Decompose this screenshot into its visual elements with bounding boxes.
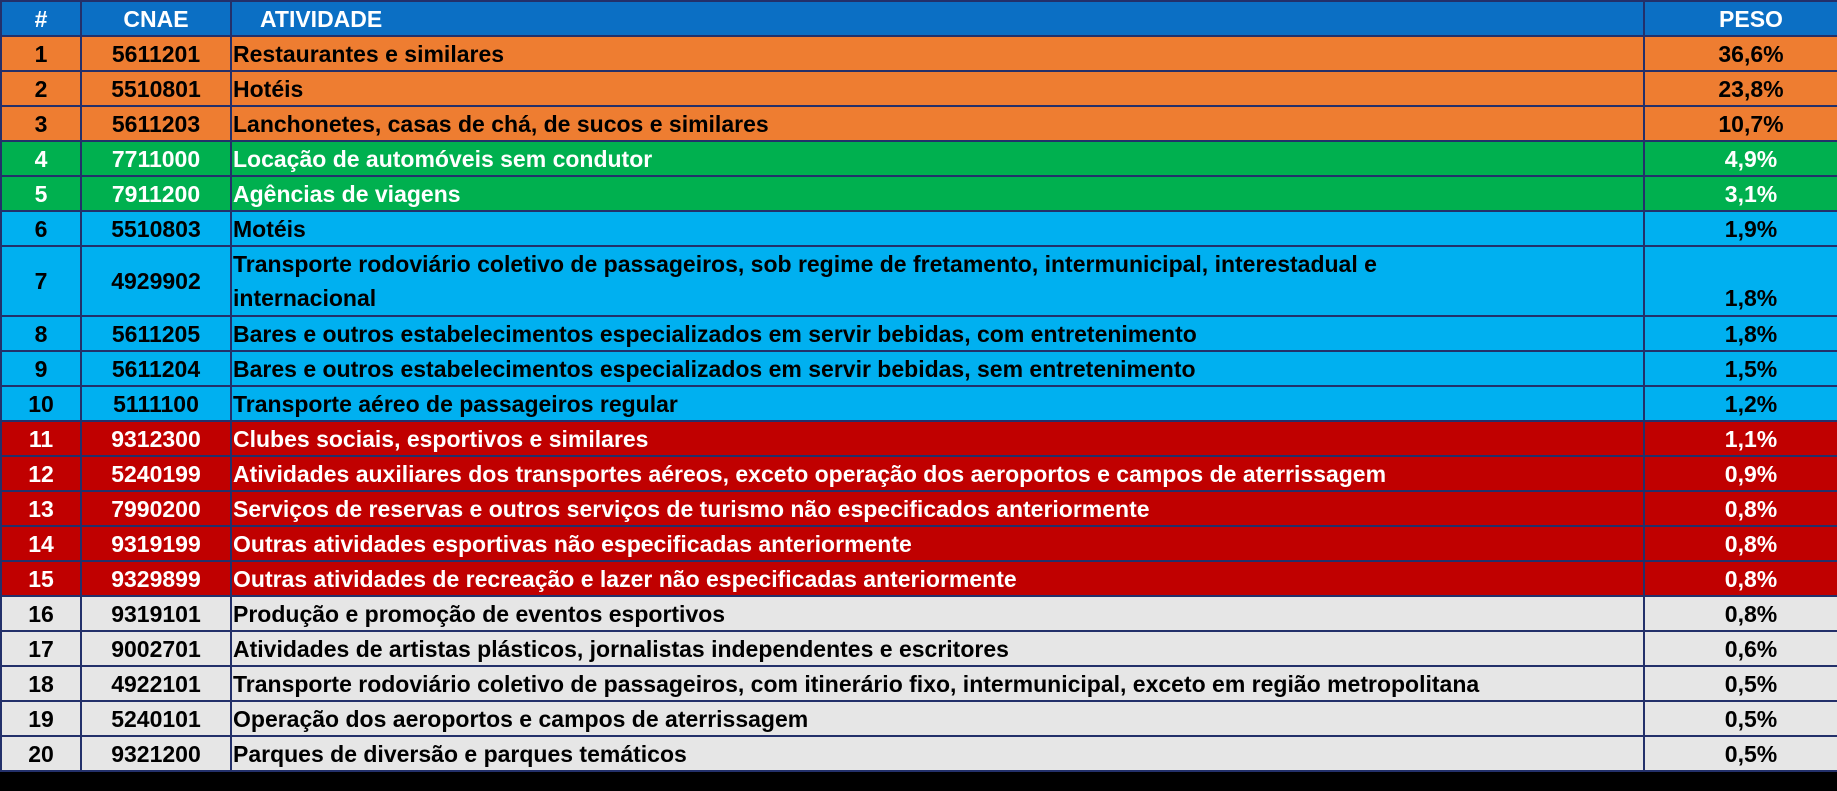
row-number: 16 <box>1 596 81 631</box>
header-peso: PESO <box>1644 1 1837 36</box>
row-peso: 0,9% <box>1644 456 1837 491</box>
row-cnae-code: 5111100 <box>81 386 231 421</box>
table-row <box>1 36 1837 71</box>
table-row <box>1 246 1837 316</box>
row-number: 8 <box>1 316 81 351</box>
row-peso: 1,2% <box>1644 386 1837 421</box>
row-atividade: Serviços de reservas e outros serviços de turismo não especificados anteriormente <box>231 491 1644 526</box>
header-num: # <box>1 1 81 36</box>
row-atividade: Lanchonetes, casas de chá, de sucos e similares <box>231 106 1644 141</box>
row-cnae-code: 9319101 <box>81 596 231 631</box>
row-peso: 36,6% <box>1644 36 1837 71</box>
row-cnae-code: 5611203 <box>81 106 231 141</box>
row-cnae-code: 9002701 <box>81 631 231 666</box>
table-row <box>1 561 1837 596</box>
table-row <box>1 316 1837 351</box>
row-cnae-code: 5510801 <box>81 71 231 106</box>
row-cnae-code: 5240101 <box>81 701 231 736</box>
row-cnae-code: 9319199 <box>81 526 231 561</box>
table-row <box>1 386 1837 421</box>
row-number: 5 <box>1 176 81 211</box>
table-row <box>1 176 1837 211</box>
row-number: 3 <box>1 106 81 141</box>
row-peso: 0,8% <box>1644 491 1837 526</box>
row-cnae-code: 9321200 <box>81 736 231 771</box>
row-atividade: Parques de diversão e parques temáticos <box>231 736 1644 771</box>
row-number: 6 <box>1 211 81 246</box>
row-peso: 1,9% <box>1644 211 1837 246</box>
row-cnae-code: 7990200 <box>81 491 231 526</box>
row-number: 2 <box>1 71 81 106</box>
row-peso: 0,6% <box>1644 631 1837 666</box>
row-peso: 10,7% <box>1644 106 1837 141</box>
table-row <box>1 351 1837 386</box>
table-row <box>1 666 1837 701</box>
row-number: 14 <box>1 526 81 561</box>
row-cnae-code: 5611204 <box>81 351 231 386</box>
row-atividade: Atividades auxiliares dos transportes aéreos, exceto operação dos aeroportos e campos de aterrissagem <box>231 456 1644 491</box>
table-row <box>1 71 1837 106</box>
row-atividade: Atividades de artistas plásticos, jornalistas independentes e escritores <box>231 631 1644 666</box>
row-atividade: Clubes sociais, esportivos e similares <box>231 421 1644 456</box>
row-atividade: Motéis <box>231 211 1644 246</box>
table-row <box>1 456 1837 491</box>
row-peso: 1,1% <box>1644 421 1837 456</box>
row-number: 9 <box>1 351 81 386</box>
row-number: 17 <box>1 631 81 666</box>
row-atividade: Bares e outros estabelecimentos especializados em servir bebidas, com entretenimento <box>231 316 1644 351</box>
row-atividade: Bares e outros estabelecimentos especializados em servir bebidas, sem entretenimento <box>231 351 1644 386</box>
row-cnae-code: 9329899 <box>81 561 231 596</box>
row-number: 11 <box>1 421 81 456</box>
table-row <box>1 491 1837 526</box>
table-row <box>1 631 1837 666</box>
table-row <box>1 736 1837 771</box>
row-peso: 0,5% <box>1644 736 1837 771</box>
header-atividade: ATIVIDADE <box>231 1 1644 36</box>
row-number: 1 <box>1 36 81 71</box>
row-peso: 0,8% <box>1644 526 1837 561</box>
row-peso: 0,8% <box>1644 596 1837 631</box>
row-atividade: Outras atividades esportivas não especificadas anteriormente <box>231 526 1644 561</box>
row-peso: 0,8% <box>1644 561 1837 596</box>
row-number: 20 <box>1 736 81 771</box>
table-body <box>1 36 1837 771</box>
table-row <box>1 701 1837 736</box>
row-atividade: Agências de viagens <box>231 176 1644 211</box>
row-cnae-code: 7911200 <box>81 176 231 211</box>
row-atividade: Transporte aéreo de passageiros regular <box>231 386 1644 421</box>
row-number: 7 <box>1 246 81 316</box>
row-peso: 3,1% <box>1644 176 1837 211</box>
table-row <box>1 596 1837 631</box>
row-atividade: Transporte rodoviário coletivo de passageiros, sob regime de fretamento, intermunicipal, interestadual e internacional <box>231 246 1644 316</box>
table-row <box>1 526 1837 561</box>
row-number: 13 <box>1 491 81 526</box>
row-atividade: Restaurantes e similares <box>231 36 1644 71</box>
table-header <box>1 1 1837 36</box>
row-peso: 1,8% <box>1644 246 1837 316</box>
row-number: 18 <box>1 666 81 701</box>
row-number: 15 <box>1 561 81 596</box>
row-atividade: Produção e promoção de eventos esportivos <box>231 596 1644 631</box>
row-cnae-code: 9312300 <box>81 421 231 456</box>
table-row <box>1 106 1837 141</box>
row-cnae-code: 4929902 <box>81 246 231 316</box>
row-peso: 0,5% <box>1644 701 1837 736</box>
header-cnae: CNAE <box>81 1 231 36</box>
row-number: 10 <box>1 386 81 421</box>
row-cnae-code: 7711000 <box>81 141 231 176</box>
row-peso: 1,5% <box>1644 351 1837 386</box>
table-row <box>1 421 1837 456</box>
row-number: 19 <box>1 701 81 736</box>
row-atividade: Operação dos aeroportos e campos de aterrissagem <box>231 701 1644 736</box>
row-cnae-code: 5611201 <box>81 36 231 71</box>
header-row <box>1 1 1837 36</box>
row-peso: 0,5% <box>1644 666 1837 701</box>
row-peso: 23,8% <box>1644 71 1837 106</box>
row-atividade: Locação de automóveis sem condutor <box>231 141 1644 176</box>
row-cnae-code: 4922101 <box>81 666 231 701</box>
row-cnae-code: 5611205 <box>81 316 231 351</box>
row-peso: 1,8% <box>1644 316 1837 351</box>
row-peso: 4,9% <box>1644 141 1837 176</box>
row-atividade: Outras atividades de recreação e lazer não especificadas anteriormente <box>231 561 1644 596</box>
row-cnae-code: 5510803 <box>81 211 231 246</box>
table-row <box>1 211 1837 246</box>
row-cnae-code: 5240199 <box>81 456 231 491</box>
row-atividade: Hotéis <box>231 71 1644 106</box>
table-row <box>1 141 1837 176</box>
row-number: 4 <box>1 141 81 176</box>
row-atividade: Transporte rodoviário coletivo de passageiros, com itinerário fixo, intermunicipal, exceto em região metropolitana <box>231 666 1644 701</box>
row-number: 12 <box>1 456 81 491</box>
